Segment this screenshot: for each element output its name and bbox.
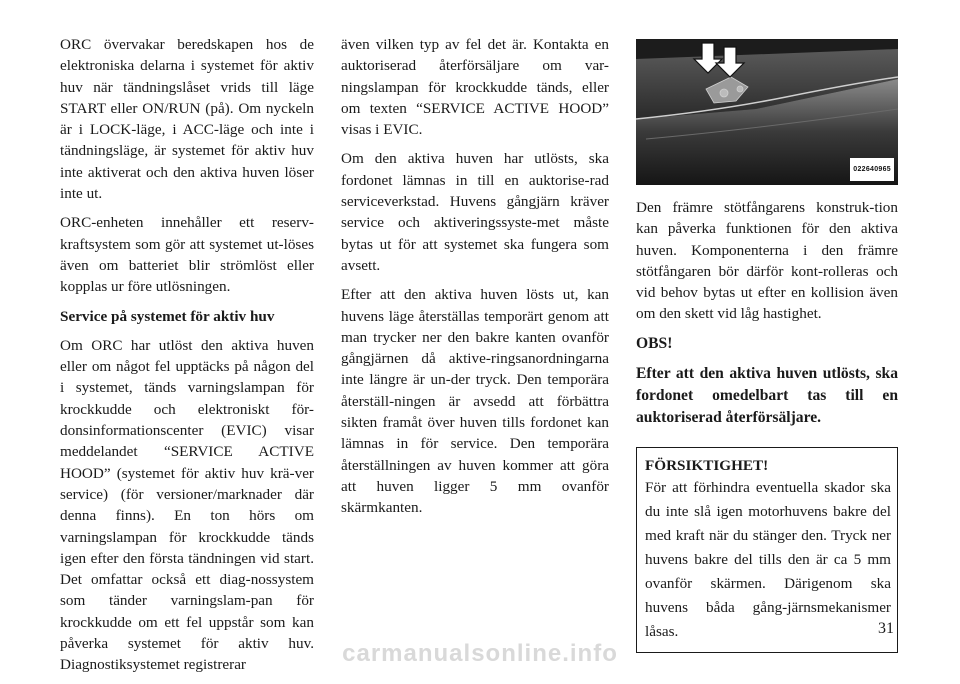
paragraph-bumper: Den främre stötfångarens konstruk-tion kan påverka funktionen för den aktiva huven. Komponenterna i den främre stötfångaren bör därför kont-rolleras och vid behov bytas ut efter en kollision även om den skett vid låg hastighet. bbox=[636, 199, 898, 323]
section-heading-service: Service på systemet för aktiv huv bbox=[60, 307, 275, 325]
column-left bbox=[60, 34, 314, 684]
caution-box bbox=[636, 447, 898, 653]
paragraph-temporary-reset: Efter att den aktiva huven lösts ut, kan huvens läge återställas temporärt genom att man trycker ner den bakre kanten ovanför gångjärnen då aktive-ringsanordningarna inte längre är un-der tryck. Den temporära återställ-ningen är avsedd att förbättra sikten framåt över huven tills fordonet kan lämnas in för service. Den temporära återställningen av huven kommer att göra att huven ligger 5 mm ovanför skärmkanten. bbox=[341, 286, 609, 517]
note-title: OBS! bbox=[636, 334, 673, 352]
caution-body: För att förhindra eventuella skador ska du inte slå igen motorhuvens bakre del med kraft när du stänger den. Tryck ner huvens bakre del tills den är ca 5 mm ovanför skärmen. Därigenom ska huvens båda gång-järnsmekanismer låsas. bbox=[645, 479, 891, 641]
hood-hinge-figure bbox=[636, 39, 898, 185]
watermark: carmanualsonline.info bbox=[342, 640, 618, 667]
caution-title: FÖRSIKTIGHET! bbox=[645, 456, 769, 474]
paragraph-contact-dealer: även vilken typ av fel det är. Kontakta en auktoriserad återförsäljare om var-ningslampan för krockkudde tänds, eller om texten “SERVICE ACTIVE HOOD” visas i EVIC. bbox=[341, 36, 609, 139]
paragraph-orc-monitoring: ORC övervakar beredskapen hos de elektroniska delarna i systemet för aktiv huv när tändningslåset vrids till läge START eller ON/RUN (på). Om nyckeln är i LOCK-läge, i ACC-läge och inte i tändningsläge, är systemet för aktiv huv inte aktiverat och den aktiva huven löser inte ut. bbox=[60, 36, 314, 203]
paragraph-service-warning: Om ORC har utlöst den aktiva huven eller om något fel upptäcks på någon del i systemet, tänds varningslampan för krockkudde och elektroniskt för-donsinformationscenter (EVIC) visar meddelandet “SERVICE ACTIVE HOOD” (systemet för aktiv huv krä-ver service) (för versioner/marknader där denna finns). En ton hörs om varningslampan för krockkudde tänds igen efter den första tändningen vid start. Det omfattar också ett diag-nossystem som tänder varningslam-pan för krockkudde om ett fel uppstår som kan påverka systemet för aktiv huv. Diagnostiksystemet registrerar bbox=[60, 336, 314, 674]
note-body: Efter att den aktiva huven utlösts, ska fordonet omedelbart tas till en auktoriserad återförsäljare. bbox=[636, 364, 898, 426]
column-right bbox=[636, 34, 898, 653]
paragraph-hood-deployed: Om den aktiva huven har utlösts, ska fordonet lämnas in till en auktorise-rad serviceverkstad. Huvens gångjärn kräver service och aktiveringssyste-met måste bytas ut för att systemet ska fungera som avsett. bbox=[341, 150, 609, 274]
column-middle bbox=[341, 34, 609, 527]
figure-code: 022640965 bbox=[850, 158, 894, 181]
paragraph-orc-reserve-power: ORC-enheten innehåller ett reserv-kraftsystem som gör att systemet ut-löses även om batteriet blir strömlöst eller kopplas ur före utlösningen. bbox=[60, 214, 314, 296]
page-number: 31 bbox=[878, 620, 894, 637]
